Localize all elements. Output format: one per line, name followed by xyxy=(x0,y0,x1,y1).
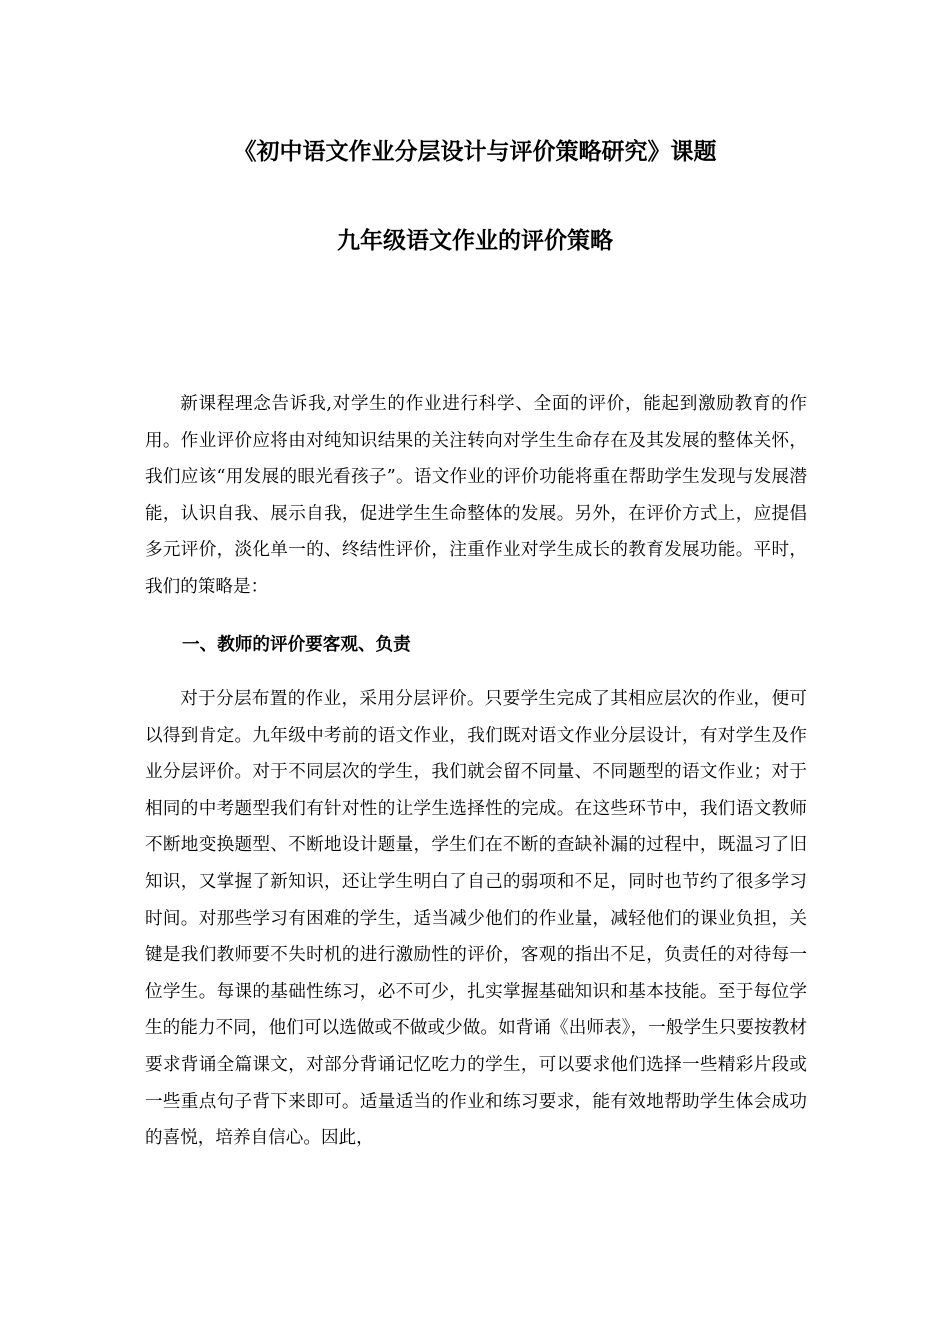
section-heading: 一、教师的评价要客观、负责 xyxy=(182,635,411,655)
document-title: 《初中语文作业分层设计与评价策略研究》课题 xyxy=(233,139,717,165)
document-subtitle: 九年级语文作业的评价策略 xyxy=(337,228,613,254)
intro-paragraph: 新课程理念告诉我,对学生的作业进行科学、全面的评价，能起到激励教育的作用。作业评价应将由对纯知识结果的关注转向对学生生命存在及其发展的整体关怀，我们应该“用发展的眼光看孩子”。语文作业的评价功能将重在帮助学生发现与发展潜能，认识自我、展示自我，促进学生生命整体的发展。另外，在评价方式上，应提倡多元评价，淡化单一的、终结性评价，注重作业对学生成长的教育发展功能。平时，我们的策略是： xyxy=(145,394,807,597)
body-paragraph: 对于分层布置的作业，采用分层评价。只要学生完成了其相应层次的作业，便可以得到肯定。九年级中考前的语文作业，我们既对语文作业分层设计，有对学生及作业分层评价。对于不同层次的学生，我们就会留不同量、不同题型的语文作业；对于相同的中考题型我们有针对性的让学生选择性的完成。在这些环节中，我们语文教师不断地变换题型、不断地设计题量，学生们在不断的查缺补漏的过程中，既温习了旧知识，又掌握了新知识，还让学生明白了自己的弱项和不足，同时也节约了很多学习时间。对那些学习有困难的学生，适当减少他们的作业量，减轻他们的课业负担，关键是我们教师要不失时机的进行激励性的评价，客观的指出不足，负责任的对待每一位学生。每课的基础性练习，必不可少，扎实掌握基础知识和基本技能。至于每位学生的能力不同，他们可以选做或不做或少做。如背诵《出师表》，一般学生只要按教材要求背诵全篇课文，对部分背诵记忆吃力的学生，可以要求他们选择一些精彩片段或一些重点句子背下来即可。适量适当的作业和练习要求，能有效地帮助学生体会成功的喜悦，培养自信心。因此， xyxy=(145,689,807,1149)
